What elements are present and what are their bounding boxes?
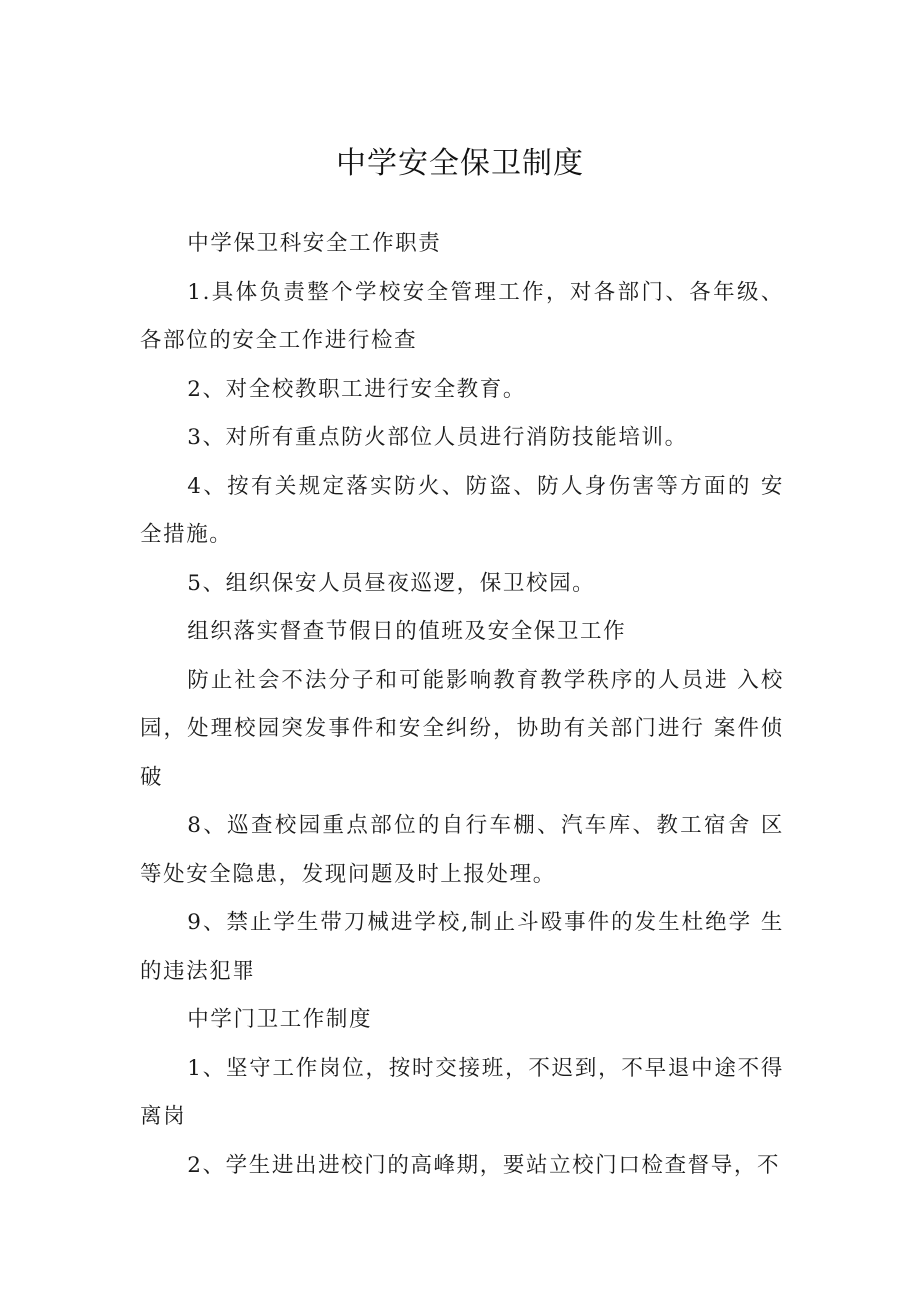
- paragraph: 9、禁止学生带刀械进学校,制止斗殴事件的发生杜绝学 生的违法犯罪: [140, 910, 784, 984]
- paragraph: 3、对所有重点防火部位人员进行消防技能培训。: [187, 425, 688, 450]
- paragraph: 防止社会不法分子和可能影响教育教学秩序的人员进 入校园，处理校园突发事件和安全纠纷，协助有关部门进行 案件侦破: [140, 667, 784, 790]
- section-heading-security-duties: 中学保卫科安全工作职责: [187, 231, 442, 256]
- paragraph: 2、对全校教职工进行安全教育。: [187, 376, 526, 402]
- paragraph: 2、学生进出进校门的高峰期，要站立校门口检查督导，不: [187, 1152, 781, 1178]
- paragraph: 4、按有关规定落实防火、防盗、防人身伤害等方面的 安全措施。: [140, 473, 784, 547]
- document-title: 中学安全保卫制度: [336, 146, 584, 181]
- paragraph: 1.具体负责整个学校安全管理工作，对各部门、各年级、各部位的安全工作进行检查: [140, 279, 784, 353]
- paragraph: 组织落实督查节假日的值班及安全保卫工作: [187, 619, 627, 644]
- section-heading-gate-guard-rules: 中学门卫工作制度: [187, 1007, 373, 1032]
- paragraph: 1、坚守工作岗位，按时交接班，不迟到，不早退中途不得离岗: [140, 1055, 784, 1129]
- document-body: [140, 220, 784, 1190]
- paragraph: 8、巡查校园重点部位的自行车棚、汽车库、教工宿舍 区等处安全隐患，发现问题及时上报处理。: [140, 813, 784, 887]
- paragraph: 5、组织保安人员昼夜巡逻，保卫校园。: [187, 570, 596, 596]
